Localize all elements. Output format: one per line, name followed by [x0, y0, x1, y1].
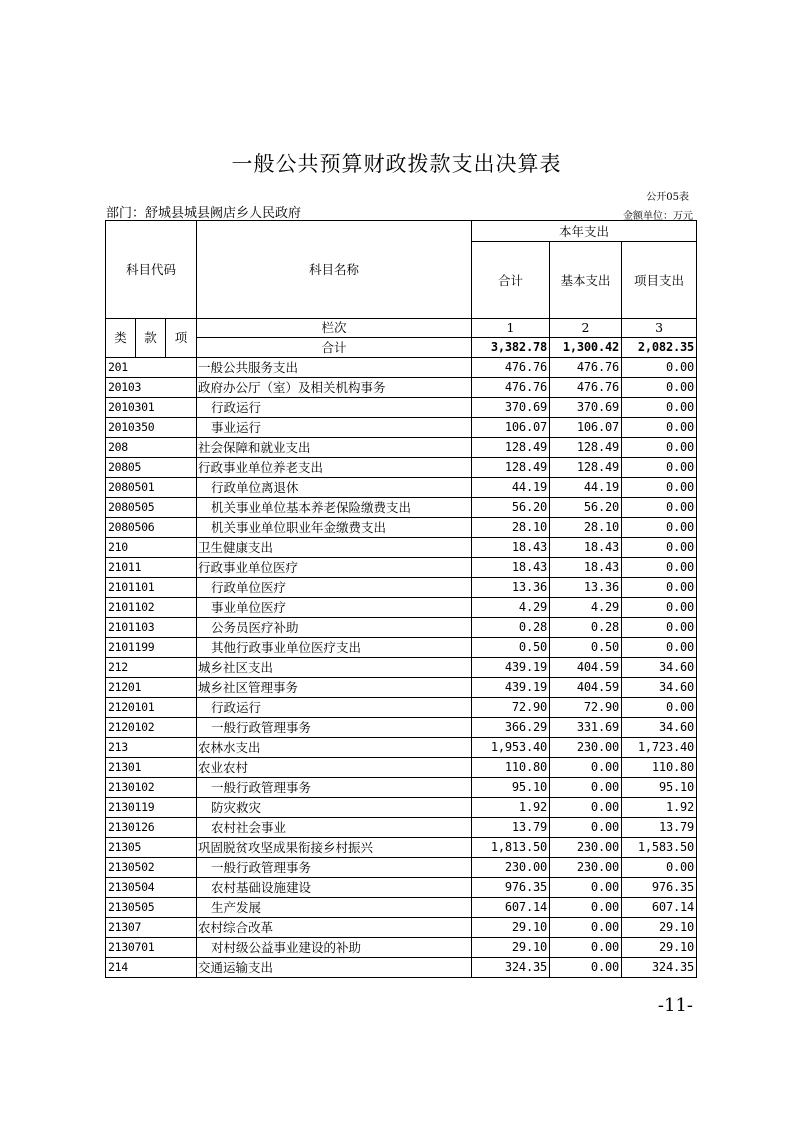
table-row	[106, 558, 697, 578]
table-row	[106, 838, 697, 858]
subject-code-cell: 2010350	[106, 418, 197, 438]
project-amount-cell: 1,723.40	[622, 738, 697, 758]
basic-amount-cell: 28.10	[550, 518, 622, 538]
subject-name-cell: 交通运输支出	[197, 958, 472, 978]
project-amount-cell: 0.00	[622, 538, 697, 558]
table-row	[106, 658, 697, 678]
total-amount-cell: 4.29	[472, 598, 550, 618]
total-row-project: 2,082.35	[622, 338, 697, 358]
column-sequence-label: 栏次	[197, 319, 472, 338]
basic-amount-cell: 230.00	[550, 858, 622, 878]
header-subject-code: 科目代码	[106, 221, 197, 319]
total-amount-cell: 106.07	[472, 418, 550, 438]
subject-name-cell: 农村基础设施建设	[197, 878, 472, 898]
project-amount-cell: 1,583.50	[622, 838, 697, 858]
basic-amount-cell: 0.28	[550, 618, 622, 638]
expenditure-table	[105, 220, 697, 978]
basic-amount-cell: 56.20	[550, 498, 622, 518]
basic-amount-cell: 128.49	[550, 458, 622, 478]
table-row	[106, 698, 697, 718]
subject-code-cell: 2080501	[106, 478, 197, 498]
table-row	[106, 718, 697, 738]
column-sequence-1: 1	[472, 319, 550, 338]
project-amount-cell: 0.00	[622, 618, 697, 638]
project-amount-cell: 0.00	[622, 598, 697, 618]
subject-code-cell: 2130119	[106, 798, 197, 818]
basic-amount-cell: 0.00	[550, 938, 622, 958]
subject-name-cell: 农林水支出	[197, 738, 472, 758]
project-amount-cell: 29.10	[622, 918, 697, 938]
subject-code-cell: 2101101	[106, 578, 197, 598]
subject-code-cell: 212	[106, 658, 197, 678]
table-row	[106, 398, 697, 418]
subject-name-cell: 城乡社区支出	[197, 658, 472, 678]
total-amount-cell: 72.90	[472, 698, 550, 718]
table-row	[106, 738, 697, 758]
table-row	[106, 518, 697, 538]
basic-amount-cell: 0.50	[550, 638, 622, 658]
subject-code-cell: 2130126	[106, 818, 197, 838]
project-amount-cell: 0.00	[622, 698, 697, 718]
basic-amount-cell: 0.00	[550, 918, 622, 938]
subject-name-cell: 对村级公益事业建设的补助	[197, 938, 472, 958]
total-amount-cell: 28.10	[472, 518, 550, 538]
table-row	[106, 638, 697, 658]
subject-name-cell: 行政单位医疗	[197, 578, 472, 598]
total-row-total: 3,382.78	[472, 338, 550, 358]
total-amount-cell: 0.28	[472, 618, 550, 638]
project-amount-cell: 0.00	[622, 358, 697, 378]
subject-name-cell: 社会保障和就业支出	[197, 438, 472, 458]
subject-name-cell: 一般行政管理事务	[197, 718, 472, 738]
table-row	[106, 598, 697, 618]
subject-code-cell: 21011	[106, 558, 197, 578]
basic-amount-cell: 0.00	[550, 898, 622, 918]
table-row	[106, 498, 697, 518]
total-amount-cell: 230.00	[472, 858, 550, 878]
table-row	[106, 778, 697, 798]
total-amount-cell: 44.19	[472, 478, 550, 498]
total-amount-cell: 128.49	[472, 458, 550, 478]
basic-amount-cell: 0.00	[550, 758, 622, 778]
total-row-label: 合计	[197, 338, 472, 358]
header-basic-expenditure: 基本支出	[550, 242, 622, 319]
subject-code-cell: 21201	[106, 678, 197, 698]
subject-code-cell: 208	[106, 438, 197, 458]
subject-name-cell: 农村社会事业	[197, 818, 472, 838]
project-amount-cell: 34.60	[622, 678, 697, 698]
project-amount-cell: 607.14	[622, 898, 697, 918]
subject-name-cell: 生产发展	[197, 898, 472, 918]
header-current-year-expenditure: 本年支出	[472, 221, 697, 242]
column-sequence-2: 2	[550, 319, 622, 338]
table-row	[106, 458, 697, 478]
total-amount-cell: 366.29	[472, 718, 550, 738]
table-row	[106, 538, 697, 558]
total-amount-cell: 0.50	[472, 638, 550, 658]
subject-name-cell: 巩固脱贫攻坚成果衔接乡村振兴	[197, 838, 472, 858]
subject-code-cell: 2120101	[106, 698, 197, 718]
project-amount-cell: 0.00	[622, 478, 697, 498]
subject-name-cell: 政府办公厅（室）及相关机构事务	[197, 378, 472, 398]
subject-name-cell: 机关事业单位基本养老保险缴费支出	[197, 498, 472, 518]
table-row	[106, 858, 697, 878]
subject-code-cell: 2080506	[106, 518, 197, 538]
total-amount-cell: 95.10	[472, 778, 550, 798]
total-amount-cell: 18.43	[472, 538, 550, 558]
subject-name-cell: 机关事业单位职业年金缴费支出	[197, 518, 472, 538]
basic-amount-cell: 370.69	[550, 398, 622, 418]
subject-code-cell: 21305	[106, 838, 197, 858]
subject-code-cell: 2130701	[106, 938, 197, 958]
subject-code-cell: 20805	[106, 458, 197, 478]
project-amount-cell: 0.00	[622, 458, 697, 478]
table-row	[106, 938, 697, 958]
total-amount-cell: 13.79	[472, 818, 550, 838]
project-amount-cell: 34.60	[622, 718, 697, 738]
project-amount-cell: 13.79	[622, 818, 697, 838]
basic-amount-cell: 106.07	[550, 418, 622, 438]
basic-amount-cell: 476.76	[550, 378, 622, 398]
table-row	[106, 578, 697, 598]
subject-name-cell: 行政事业单位养老支出	[197, 458, 472, 478]
subject-name-cell: 一般公共服务支出	[197, 358, 472, 378]
subject-code-cell: 213	[106, 738, 197, 758]
table-row	[106, 798, 697, 818]
basic-amount-cell: 0.00	[550, 878, 622, 898]
table-row	[106, 958, 697, 978]
document-title: 一般公共预算财政拨款支出决算表	[231, 152, 562, 176]
total-amount-cell: 370.69	[472, 398, 550, 418]
department-label: 部门：舒城县城县阙店乡人民政府	[106, 206, 302, 221]
subject-name-cell: 行政事业单位医疗	[197, 558, 472, 578]
subject-name-cell: 防灾救灾	[197, 798, 472, 818]
project-amount-cell: 976.35	[622, 878, 697, 898]
subject-name-cell: 一般行政管理事务	[197, 858, 472, 878]
header-subject-name: 科目名称	[197, 221, 472, 319]
project-amount-cell: 0.00	[622, 418, 697, 438]
basic-amount-cell: 128.49	[550, 438, 622, 458]
subject-name-cell: 农业农村	[197, 758, 472, 778]
project-amount-cell: 34.60	[622, 658, 697, 678]
basic-amount-cell: 44.19	[550, 478, 622, 498]
subject-name-cell: 卫生健康支出	[197, 538, 472, 558]
basic-amount-cell: 404.59	[550, 678, 622, 698]
subject-name-cell: 行政运行	[197, 398, 472, 418]
basic-amount-cell: 18.43	[550, 538, 622, 558]
basic-amount-cell: 476.76	[550, 358, 622, 378]
subject-name-cell: 公务员医疗补助	[197, 618, 472, 638]
subject-name-cell: 行政单位离退休	[197, 478, 472, 498]
table-row	[106, 378, 697, 398]
table-row	[106, 478, 697, 498]
total-row-basic: 1,300.42	[550, 338, 622, 358]
project-amount-cell: 0.00	[622, 518, 697, 538]
subject-code-cell: 2120102	[106, 718, 197, 738]
table-row	[106, 758, 697, 778]
basic-amount-cell: 0.00	[550, 798, 622, 818]
total-amount-cell: 476.76	[472, 358, 550, 378]
table-row	[106, 918, 697, 938]
subject-code-cell: 2130502	[106, 858, 197, 878]
total-amount-cell: 1,813.50	[472, 838, 550, 858]
project-amount-cell: 0.00	[622, 498, 697, 518]
project-amount-cell: 110.80	[622, 758, 697, 778]
total-amount-cell: 110.80	[472, 758, 550, 778]
subject-code-cell: 21307	[106, 918, 197, 938]
table-row	[106, 618, 697, 638]
header-total: 合计	[472, 242, 550, 319]
project-amount-cell: 0.00	[622, 438, 697, 458]
subject-code-cell: 214	[106, 958, 197, 978]
subject-code-cell: 2101103	[106, 618, 197, 638]
total-amount-cell: 324.35	[472, 958, 550, 978]
total-amount-cell: 29.10	[472, 918, 550, 938]
subject-code-cell: 201	[106, 358, 197, 378]
subject-name-cell: 一般行政管理事务	[197, 778, 472, 798]
project-amount-cell: 0.00	[622, 858, 697, 878]
basic-amount-cell: 0.00	[550, 818, 622, 838]
project-amount-cell: 0.00	[622, 398, 697, 418]
basic-amount-cell: 230.00	[550, 738, 622, 758]
basic-amount-cell: 0.00	[550, 778, 622, 798]
project-amount-cell: 0.00	[622, 578, 697, 598]
subject-name-cell: 事业运行	[197, 418, 472, 438]
total-amount-cell: 1.92	[472, 798, 550, 818]
basic-amount-cell: 230.00	[550, 838, 622, 858]
subject-code-cell: 210	[106, 538, 197, 558]
project-amount-cell: 0.00	[622, 638, 697, 658]
subject-code-cell: 20103	[106, 378, 197, 398]
subject-code-cell: 2101102	[106, 598, 197, 618]
total-amount-cell: 18.43	[472, 558, 550, 578]
header-kuan: 款	[136, 319, 166, 358]
subject-name-cell: 农村综合改革	[197, 918, 472, 938]
subject-name-cell: 行政运行	[197, 698, 472, 718]
subject-code-cell: 2080505	[106, 498, 197, 518]
total-amount-cell: 476.76	[472, 378, 550, 398]
basic-amount-cell: 13.36	[550, 578, 622, 598]
table-row	[106, 358, 697, 378]
basic-amount-cell: 404.59	[550, 658, 622, 678]
table-row	[106, 818, 697, 838]
table-row	[106, 878, 697, 898]
form-number: 公开05表	[646, 192, 689, 203]
table-row	[106, 438, 697, 458]
total-amount-cell: 128.49	[472, 438, 550, 458]
basic-amount-cell: 18.43	[550, 558, 622, 578]
project-amount-cell: 95.10	[622, 778, 697, 798]
subject-code-cell: 2101199	[106, 638, 197, 658]
total-amount-cell: 1,953.40	[472, 738, 550, 758]
project-amount-cell: 324.35	[622, 958, 697, 978]
subject-code-cell: 2130504	[106, 878, 197, 898]
page-number: -11-	[657, 995, 693, 1016]
project-amount-cell: 0.00	[622, 378, 697, 398]
basic-amount-cell: 4.29	[550, 598, 622, 618]
table-row	[106, 898, 697, 918]
table-row	[106, 418, 697, 438]
header-lei: 类	[106, 319, 136, 358]
total-amount-cell: 56.20	[472, 498, 550, 518]
header-xiang: 项	[166, 319, 197, 358]
subject-code-cell: 2130505	[106, 898, 197, 918]
project-amount-cell: 29.10	[622, 938, 697, 958]
subject-code-cell: 2130102	[106, 778, 197, 798]
subject-name-cell: 城乡社区管理事务	[197, 678, 472, 698]
project-amount-cell: 0.00	[622, 558, 697, 578]
total-amount-cell: 439.19	[472, 678, 550, 698]
subject-name-cell: 事业单位医疗	[197, 598, 472, 618]
column-sequence-3: 3	[622, 319, 697, 338]
subject-name-cell: 其他行政事业单位医疗支出	[197, 638, 472, 658]
subject-code-cell: 2010301	[106, 398, 197, 418]
total-amount-cell: 29.10	[472, 938, 550, 958]
total-amount-cell: 607.14	[472, 898, 550, 918]
total-amount-cell: 439.19	[472, 658, 550, 678]
header-project-expenditure: 项目支出	[622, 242, 697, 319]
table-body	[106, 358, 697, 978]
project-amount-cell: 1.92	[622, 798, 697, 818]
amount-unit-label: 金额单位：万元	[623, 211, 693, 222]
basic-amount-cell: 72.90	[550, 698, 622, 718]
total-amount-cell: 13.36	[472, 578, 550, 598]
subject-code-cell: 21301	[106, 758, 197, 778]
basic-amount-cell: 0.00	[550, 958, 622, 978]
table-row	[106, 678, 697, 698]
basic-amount-cell: 331.69	[550, 718, 622, 738]
total-amount-cell: 976.35	[472, 878, 550, 898]
